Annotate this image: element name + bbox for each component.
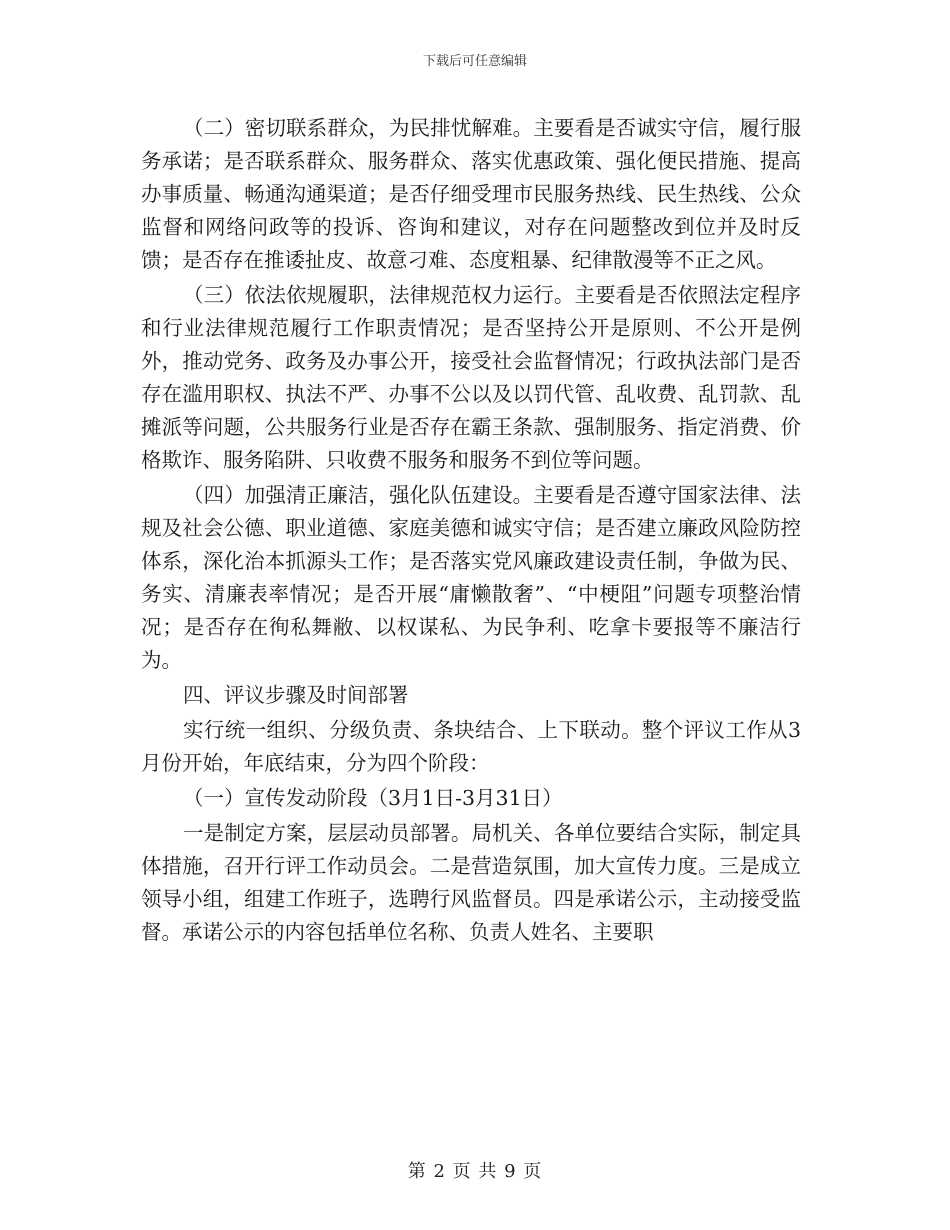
section-heading-steps: 四、评议步骤及时间部署 xyxy=(183,683,409,707)
paragraph-section-4: （四）加强清正廉洁，强化队伍建设。主要看是否遵守国家法律、法规及社会公德、职业道德、家庭美德和诚实守信；是否建立廉政风险防控体系，深化治本抓源头工作；是否落实党风廉政建设责任制，争做为民、务实、清廉表率情况；是否开展“庸懒散奢”、“中梗阻”问题专项整治情况；是否存在徇私舞敝、以权谋私、为民争利、吃拿卡要报等不廉洁行为。 xyxy=(141,483,801,672)
page-number-footer: 第 2 页 共 9 页 xyxy=(407,1161,543,1182)
paragraph-section-2: （二）密切联系群众，为民排忧解难。主要看是否诚实守信，履行服务承诺；是否联系群众、服务群众、落实优惠政策、强化便民措施、提高办事质量、畅通沟通渠道；是否仔细受理市民服务热线、民生热线、公众监督和网络问政等的投诉、咨询和建议，对存在问题整改到位并及时反馈；是否存在推诿扯皮、故意刁难、态度粗暴、纪律散漫等不正之风。 xyxy=(141,116,801,272)
document-body xyxy=(141,112,801,949)
page-header-note: 下载后可任意编辑 xyxy=(422,54,527,69)
paragraph-section-3: （三）依法依规履职，法律规范权力运行。主要看是否依照法定程序和行业法律规范履行工作职责情况；是否坚持公开是原则、不公开是例外，推动党务、政务及办事公开，接受社会监督情况；行政执法部门是否存在滥用职权、执法不严、办事不公以及以罚代管、乱收费、乱罚款、乱摊派等问题，公共服务行业是否存在霸王条款、强制服务、指定消费、价格欺诈、服务陷阱、只收费不服务和服务不到位等问题。 xyxy=(141,283,801,472)
paragraph-overview: 实行统一组织、分级负责、条块结合、上下联动。整个评议工作从3月份开始，年底结束，分为四个阶段： xyxy=(141,718,801,775)
paragraph-phase-1: 一是制定方案，层层动员部署。局机关、各单位要结合实际，制定具体措施，召开行评工作动员会。二是营造氛围，加大宣传力度。三是成立领导小组，组建工作班子，选聘行风监督员。四是承诺公示，主动接受监督。承诺公示的内容包括单位名称、负责人姓名、主要职 xyxy=(141,821,801,944)
subheading-phase-1: （一）宣传发动阶段（3月1日-3月31日） xyxy=(183,786,563,810)
